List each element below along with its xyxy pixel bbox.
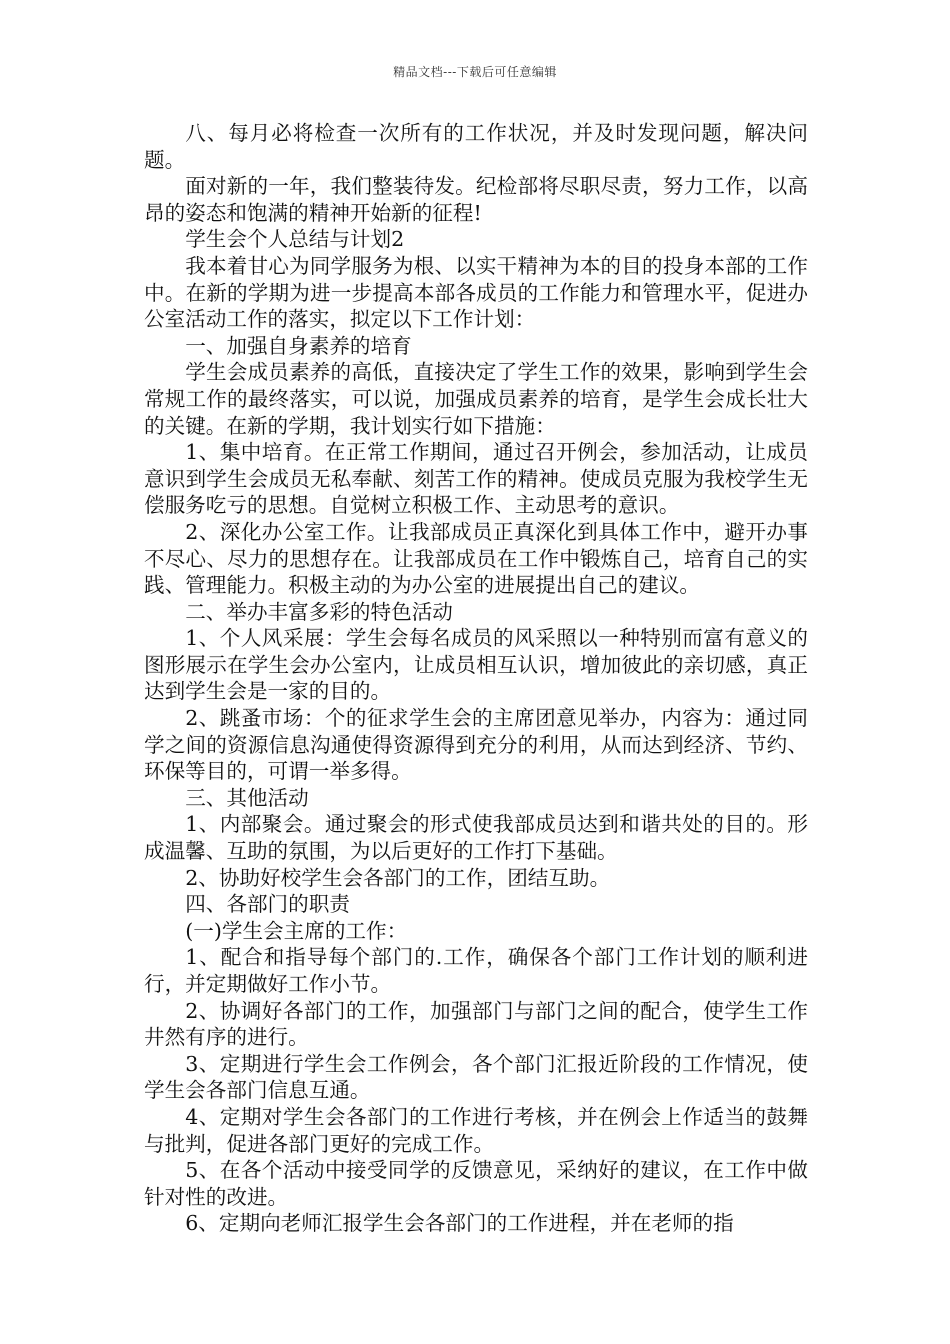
paragraph-assist: 2、协助好校学生会各部门的工作，团结互助。 bbox=[185, 865, 611, 890]
paragraph-training: 1、集中培育。在正常工作期间，通过召开例会，参加活动，让成员意识到学生会成员无私奉献、刻苦工作的精神。使成员克服为我校学生无偿服务吃亏的思想。自觉树立积极工作、主动思考的意识。 bbox=[144, 440, 808, 518]
paragraph-duty-6: 6、定期向老师汇报学生会各部门的工作进程，并在老师的指 bbox=[185, 1211, 734, 1236]
page-header: 精品文档---下载后可任意编辑 bbox=[393, 65, 557, 79]
section-title: 学生会个人总结与计划2 bbox=[185, 227, 405, 252]
document-body bbox=[144, 120, 808, 1237]
heading-three: 三、其他活动 bbox=[185, 785, 309, 810]
paragraph-item-eight: 八、每月必将检查一次所有的工作状况，并及时发现问题，解决问题。 bbox=[144, 121, 808, 172]
heading-two: 二、举办丰富多彩的特色活动 bbox=[185, 599, 453, 624]
heading-one: 一、加强自身素养的培育 bbox=[185, 333, 412, 358]
subheading-chairman: (一)学生会主席的工作： bbox=[185, 918, 408, 943]
paragraph-quality: 学生会成员素养的高低，直接决定了学生工作的效果，影响到学生会常规工作的最终落实，可以说，加强成员素养的培育，是学生会成长壮大的关键。在新的学期，我计划实行如下措施： bbox=[144, 360, 808, 438]
paragraph-internal-party: 1、内部聚会。通过聚会的形式使我部成员达到和谐共处的目的。形成温馨、互助的氛围，为以后更好的工作打下基础。 bbox=[144, 812, 808, 864]
paragraph-duty-2: 2、协调好各部门的工作，加强部门与部门之间的配合，使学生工作井然有序的进行。 bbox=[144, 998, 808, 1050]
paragraph-duty-1: 1、配合和指导每个部门的.工作，确保各个部门工作计划的顺利进行，并定期做好工作小节。 bbox=[144, 945, 808, 996]
paragraph-flea-market: 2、跳蚤市场：个的征求学生会的主席团意见举办，内容为：通过同学之间的资源信息沟通使得资源得到充分的利用，从而达到经济、节约、环保等目的，可谓一举多得。 bbox=[144, 706, 808, 784]
paragraph-duty-5: 5、在各个活动中接受同学的反馈意见，采纳好的建议，在工作中做针对性的改进。 bbox=[144, 1158, 808, 1209]
paragraph-office-work: 2、深化办公室工作。让我部成员正真深化到具体工作中，避开办事不尽心、尽力的思想存在。让我部成员在工作中锻炼自己，培育自己的实践、管理能力。积极主动的为办公室的进展提出自己的建议。 bbox=[144, 519, 808, 598]
paragraph-intro: 我本着甘心为同学服务为根、以实干精神为本的目的投身本部的工作中。在新的学期为进一步提高本部各成员的工作能力和管理水平，促进办公室活动工作的落实，拟定以下工作计划： bbox=[144, 253, 808, 332]
paragraph-duty-4: 4、定期对学生会各部门的工作进行考核，并在例会上作适当的鼓舞与批判，促进各部门更好的完成工作。 bbox=[144, 1104, 808, 1156]
paragraph-personal-showcase: 1、个人风采展：学生会每名成员的风采照以一种特别而富有意义的图形展示在学生会办公室内，让成员相互认识，增加彼此的亲切感，真正达到学生会是一家的目的。 bbox=[144, 626, 808, 704]
paragraph-new-year: 面对新的一年，我们整装待发。纪检部将尽职尽责，努力工作，以高昂的姿态和饱满的精神开始新的征程! bbox=[144, 174, 808, 225]
heading-four: 四、各部门的职责 bbox=[185, 892, 350, 917]
paragraph-duty-3: 3、定期进行学生会工作例会，各个部门汇报近阶段的工作情况，使学生会各部门信息互通。 bbox=[144, 1051, 808, 1103]
